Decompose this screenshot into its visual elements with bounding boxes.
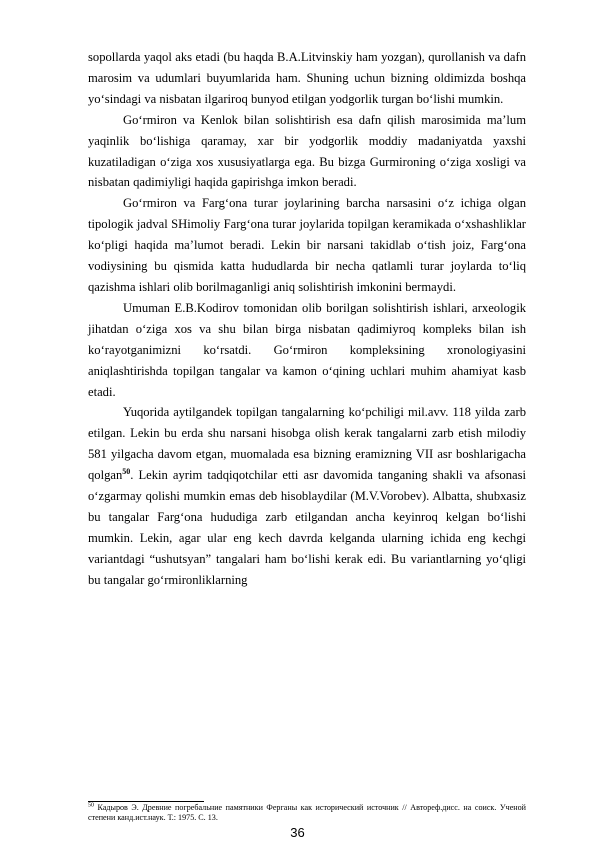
footnote-separator <box>88 801 204 802</box>
body-text <box>88 47 526 591</box>
paragraph-4: Umuman E.B.Kodirov tomonidan olib borilgan solishtirish ishlari, arxeologik jihatdan o‘ziga xos va shu bilan birga nisbatan qadimiyroq kompleks bilan ish ko‘rayotganimizni ko‘rsatdi. Go‘rmiron kompleksining xronologiyasini aniqlashtirishda topilgan tangalar va kamon o‘qining uchlari muhim ahamiyat kasb etadi. <box>88 300 526 399</box>
footnote-reference[interactable]: 50 <box>122 466 131 476</box>
paragraph-5-text-after-ref: . Lekin ayrim tadqiqotchilar etti asr davomida tanganing shakli va afsonasi o‘zgarmay qolishi mumkin emas deb hisoblaydilar (M.V.Vorobev). Albatta, shubxasiz bu tangalar Farg‘ona hududiga zarb etilgandan ancha keyinroq kelgan bo‘lishi mumkin. Lekin, agar ular eng kech davrda kelganda ularning ichida eng kechgi variantdagi “ushutsyan” tangalari ham bo‘lishi kerak edi. Bu variantlarning yo‘qligi bu tangalar go‘rmironliklarning <box>88 468 526 587</box>
paragraph-5 <box>88 402 526 590</box>
page-number: 36 <box>290 825 305 840</box>
footnote-number: 50 <box>88 802 94 809</box>
paragraph-3: Go‘rmiron va Farg‘ona turar joylarining barcha narsasini o‘z ichiga olgan tipologik jadval SHimoliy Farg‘ona turar joylarida topilgan keramikada o‘xshashliklar ko‘pligi haqida ma’lumot beradi. Lekin bir narsani takidlab o‘tish joiz, Farg‘ona vodiysining bu qismida katta hududlarda bir necha qatlamli turar joylarda to‘liq qazishma ishlari olib borilmaganligi aniq solishtirish imkonini bermaydi. <box>88 196 526 294</box>
paragraph-5-text-before-ref: Yuqorida aytilgandek topilgan tangalarning ko‘pchiligi mil.avv. 118 yilda zarb etilgan. Lekin bu erda shu narsani hisobga olish kerak tangalarni zarb etish milodiy 581 yilgacha davom etgan, muomalada esa bizning eramizning VII asr boshlarigacha qolgan <box>88 405 526 483</box>
paragraph-1: sopollarda yaqol aks etadi (bu haqda B.A.Litvinskiy ham yozgan), qurollanish va dafn marosim va udumlari buyumlarida ham. Shuning uchun bizning oldimizda boshqa yo‘sindagi va nisbatan ilgariroq bunyod etilgan yodgorlik turgan bo‘lishi mumkin. <box>88 50 526 106</box>
paragraph-2: Go‘rmiron va Kenlok bilan solishtirish esa dafn qilish marosimida ma’lum yaqinlik bo‘lishiga qaramay, xar bir yodgorlik moddiy madaniyatda yaxshi kuzatiladigan o‘ziga xos xususiyatlarga ega. Bu bizga Gurmironing o‘ziga xosligi va nisbatan qadimiyligi haqida gapirishga imkon beradi. <box>88 112 526 190</box>
footnote-text: Кадыров Э. Древние погребальние памятники Ферганы как исторический источник // Автореф.дисс. на соиск. Ученой степени канд.ист.наук. Т.: 1975. С. 13. <box>88 803 526 823</box>
footnote <box>88 803 526 823</box>
